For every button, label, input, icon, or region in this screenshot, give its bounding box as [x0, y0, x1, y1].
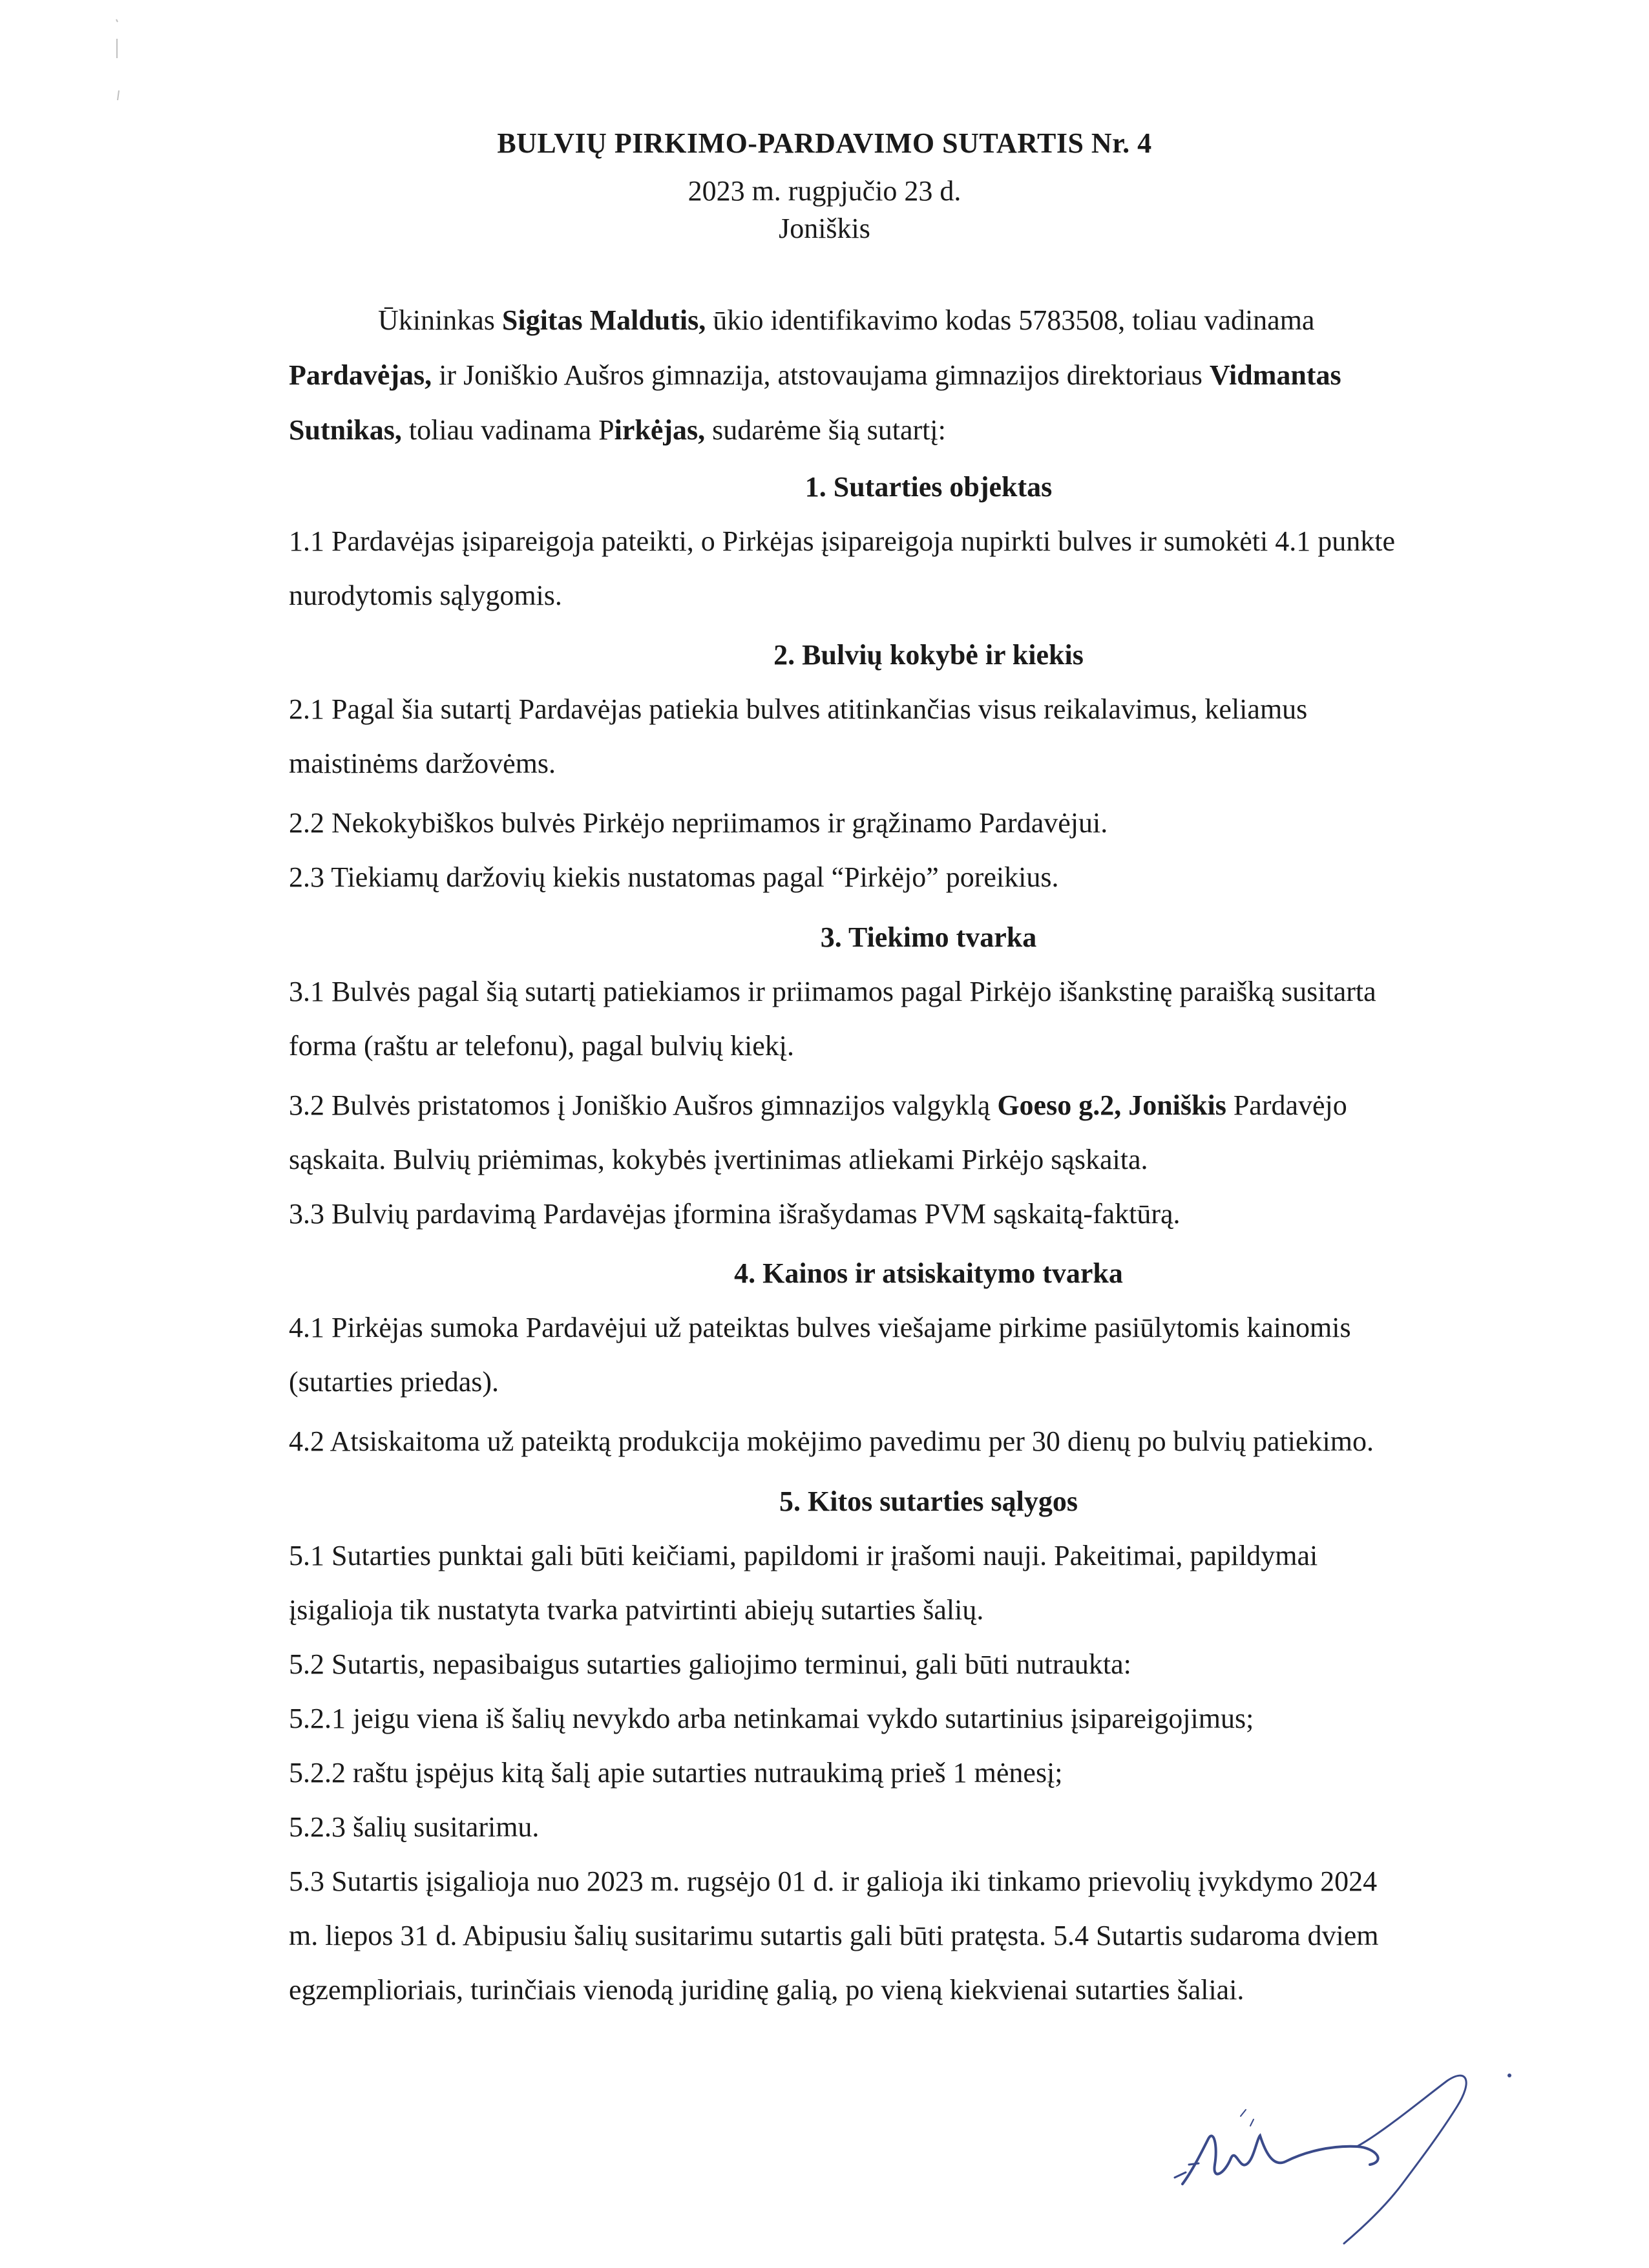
document-date: 2023 m. rugpjučio 23 d.: [688, 175, 961, 207]
clause-5-2-2: 5.2.2 raštu įspėjus kitą šalį apie sutarties nutraukimą prieš 1 mėnesį;: [289, 1757, 1063, 1789]
clause-5-2-3: 5.2.3 šalių susitarimu.: [289, 1811, 540, 1843]
intro-line-2: Pardavėjas, ir Joniškio Aušros gimnazija, atstovaujama gimnazijos direktoriaus Vidmantas: [289, 359, 1341, 391]
clause-5-1-cont: įsigalioja tik nustatyta tvarka patvirtinti abiejų sutarties šalių.: [289, 1594, 984, 1626]
seller-role: Pardavėjas,: [289, 359, 432, 391]
document-city: Joniškis: [779, 213, 870, 244]
clause-3-1-cont: forma (raštu ar telefonu), pagal bulvių kiekį.: [289, 1030, 794, 1062]
clause-5-2: 5.2 Sutartis, nepasibaigus sutarties galiojimo terminui, gali būti nutraukta:: [289, 1648, 1131, 1680]
document-title: BULVIŲ PIRKIMO-PARDAVIMO SUTARTIS Nr. 4: [497, 127, 1152, 159]
clause-2-3: 2.3 Tiekiamų daržovių kiekis nustatomas pagal “Pirkėjo” poreikius.: [289, 861, 1059, 893]
clause-3-1: 3.1 Bulvės pagal šią sutartį patiekiamos ir priimamos pagal Pirkėjo išankstinę paraišką susitarta: [289, 976, 1376, 1007]
section-4-heading: 4. Kainos ir atsiskaitymo tvarka: [734, 1257, 1123, 1289]
clause-2-1: 2.1 Pagal šia sutartį Pardavėjas patiekia bulves atitinkančias visus reikalavimus, keliamus: [289, 693, 1308, 725]
clause-2-2: 2.2 Nekokybiškos bulvės Pirkėjo nepriimamos ir grąžinamo Pardavėjui.: [289, 807, 1108, 839]
clause-3-2: 3.2 Bulvės pristatomos į Joniškio Aušros gimnazijos valgyklą Goeso g.2, Joniškis Pardavėjo: [289, 1089, 1347, 1121]
clause-1-1: 1.1 Pardavėjas įsipareigoja pateikti, o Pirkėjas įsipareigoja nupirkti bulves ir sumokėti 4.1 punkte: [289, 525, 1395, 557]
section-2-heading: 2. Bulvių kokybė ir kiekis: [773, 639, 1084, 671]
intro-line-1: Ūkininkas Sigitas Maldutis, ūkio identifikavimo kodas 5783508, toliau vadinama: [378, 304, 1315, 336]
seller-name: Sigitas Maldutis,: [501, 304, 706, 336]
clause-3-3: 3.3 Bulvių pardavimą Pardavėjas įformina išrašydamas PVM sąskaitą-faktūrą.: [289, 1198, 1181, 1230]
clause-4-1-cont: (sutarties priedas).: [289, 1366, 499, 1398]
handwritten-signature: [1163, 2055, 1525, 2249]
clause-4-2: 4.2 Atsiskaitoma už pateiktą produkcija mokėjimo pavedimu per 30 dienų po bulvių patiekimo.: [289, 1425, 1374, 1457]
clause-5-2-1: 5.2.1 jeigu viena iš šalių nevykdo arba netinkamai vykdo sutartinius įsipareigojimus;: [289, 1703, 1254, 1734]
delivery-address: Goeso g.2, Joniškis: [997, 1089, 1226, 1121]
clause-1-1-cont: nurodytomis sąlygomis.: [289, 580, 562, 611]
director-last-name: Sutnikas,: [289, 414, 402, 446]
director-first-name: Vidmantas: [1209, 359, 1341, 391]
clause-2-1-cont: maistinėms daržovėms.: [289, 748, 556, 779]
section-5-heading: 5. Kitos sutarties sąlygos: [779, 1486, 1078, 1517]
clause-5-3-cont: m. liepos 31 d. Abipusiu šalių susitarimu sutartis gali būti pratęsta. 5.4 Sutartis sudaroma dviem: [289, 1920, 1379, 1951]
intro-line-3: Sutnikas, toliau vadinama Pirkėjas, sudarėme šią sutartį:: [289, 414, 946, 446]
clause-3-2-cont: sąskaita. Bulvių priėmimas, kokybės įvertinimas atliekami Pirkėjo sąskaita.: [289, 1144, 1148, 1175]
clause-5-3: 5.3 Sutartis įsigalioja nuo 2023 m. rugsėjo 01 d. ir galioja iki tinkamo prievolių įvykdymo 2024: [289, 1865, 1378, 1897]
section-3-heading: 3. Tiekimo tvarka: [820, 921, 1037, 953]
clause-5-4: egzemplioriais, turinčiais vienodą juridinę galią, po vieną kiekvienai sutarties šaliai.: [289, 1974, 1245, 2006]
scan-margin-mark: [111, 13, 124, 110]
clause-4-1: 4.1 Pirkėjas sumoka Pardavėjui už pateiktas bulves viešajame pirkime pasiūlytomis kainomis: [289, 1312, 1351, 1343]
section-1-heading: 1. Sutarties objektas: [804, 471, 1053, 503]
clause-5-1: 5.1 Sutarties punktai gali būti keičiami, papildomi ir įrašomi nauji. Pakeitimai, papildymai: [289, 1540, 1318, 1571]
buyer-role: irkėjas,: [614, 414, 706, 446]
